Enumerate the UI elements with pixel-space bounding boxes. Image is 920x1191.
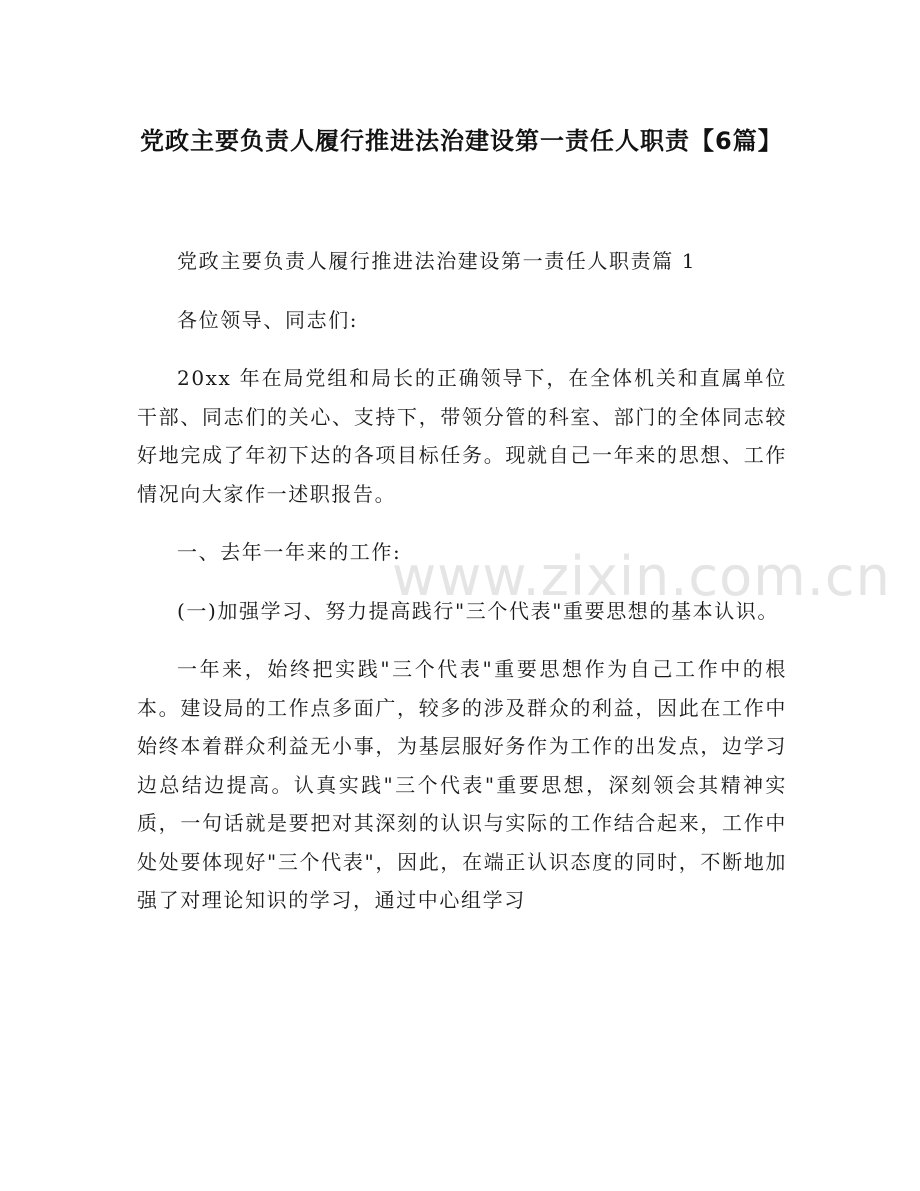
watermark: www.zixin.com.cn <box>392 545 891 608</box>
subsection-heading: (一)加强学习、努力提高践行"三个代表"重要思想的基本认识。 <box>177 598 780 623</box>
body-paragraph: 一年来，始终把实践"三个代表"重要思想作为自己工作中的根本。建设局的工作点多面广，较多的涉及群众的利益，因此在工作中始终本着群众利益无小事，为基层服好务作为工作的出发点，边学习边总结边提高。认真实践"三个代表"重要思想，深刻领会其精神实质，一句话就是要把对其深刻的认识与实际的工作结合起来，工作中处处要体现好"三个代表"，因此，在端正认识态度的同时，不断地加强了对理论知识的学习，通过中心组学习 <box>137 657 787 912</box>
subsection-heading: 一、去年一年来的工作: <box>177 540 402 564</box>
document-title: 党政主要负责人履行推进法治建设第一责任人职责【6篇】 <box>140 127 783 155</box>
document-body <box>137 242 787 940</box>
body-paragraph: 20xx 年在局党组和局长的正确领导下，在全体机关和直属单位干部、同志们的关心、支持下，带领分管的科室、部门的全体同志较好地完成了年初下达的各项目标任务。现就自己一年来的思想、工作情况向大家作一述职报告。 <box>137 366 787 506</box>
salutation: 各位领导、同志们: <box>177 307 359 332</box>
section-heading: 党政主要负责人履行推进法治建设第一责任人职责篇 1 <box>177 249 697 273</box>
